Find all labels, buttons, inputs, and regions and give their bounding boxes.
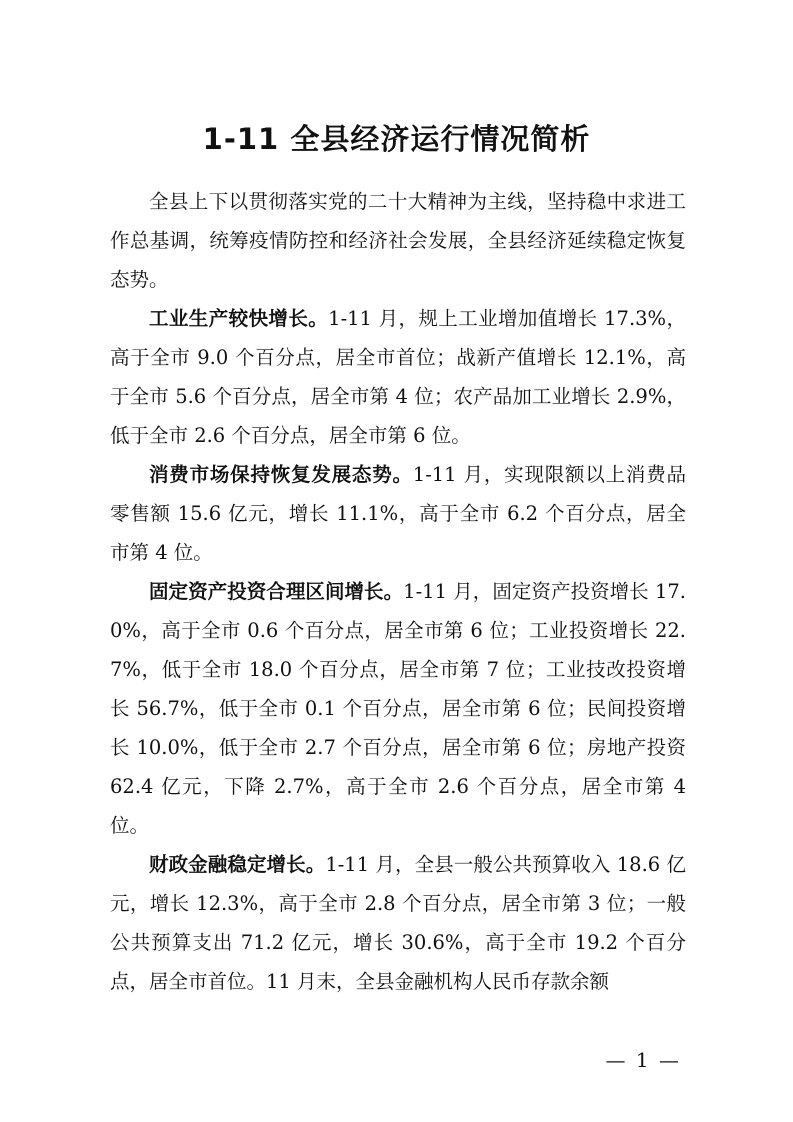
document-title: 1-11 全县经济运行情况简析 [202,122,591,156]
paragraph-finance [110,845,686,1001]
document-body [110,182,686,1001]
paragraph-text: 1-11 月，规上工业增加值增长 17.3%，高于全市 9.0 个百分点，居全市首位；战新产值增长 12.1%，高于全市 5.6 个百分点，居全市第 4 位；农产品加工业增长 2.9%，低于全市 2.6 个百分点，居全市第 6 位。 [110,307,686,447]
paragraph-text: 1-11 月，全县一般公共预算收入 18.6 亿元，增长 12.3%，高于全市 2.8 个百分点，居全市第 3 位；一般公共预算支出 71.2 亿元，增长 30.6%，高于全市 19.2 个百分点，居全市首位。11 月末，全县金融机构人民币存款余额 [110,853,686,993]
paragraph-text: 1-11 月，固定资产投资增长 17.0%，高于全市 0.6 个百分点，居全市第 6 位；工业投资增长 22.7%，低于全市 18.0 个百分点，居全市第 7 位；工业技改投资增长 56.7%，低于全市 0.1 个百分点，居全市第 6 位；民间投资增长 10.0%，低于全市 2.7 个百分点，居全市第 6 位；房地产投资 62.4 亿元，下降 2.7%，高于全市 2.6 个百分点，居全市第 4 位。 [110,580,686,837]
paragraph-lead: 财政金融稳定增长。 [149,853,326,876]
paragraph-intro [110,182,686,299]
paragraph-text: 全县上下以贯彻落实党的二十大精神为主线，坚持稳中求进工作总基调，统筹疫情防控和经济社会发展，全县经济延续稳定恢复态势。 [110,190,686,291]
paragraph-lead: 消费市场保持恢复发展态势。 [149,463,413,486]
paragraph-industry [110,299,686,455]
paragraph-consumption [110,455,686,572]
page-number: — 1 — [605,1048,681,1072]
paragraph-lead: 工业生产较快增长。 [149,307,329,330]
paragraph-lead: 固定资产投资合理区间增长。 [149,580,404,603]
paragraph-investment [110,572,686,845]
paragraph-text: 1-11 月，实现限额以上消费品零售额 15.6 亿元，增长 11.1%，高于全市 6.2 个百分点，居全市第 4 位。 [110,463,686,564]
